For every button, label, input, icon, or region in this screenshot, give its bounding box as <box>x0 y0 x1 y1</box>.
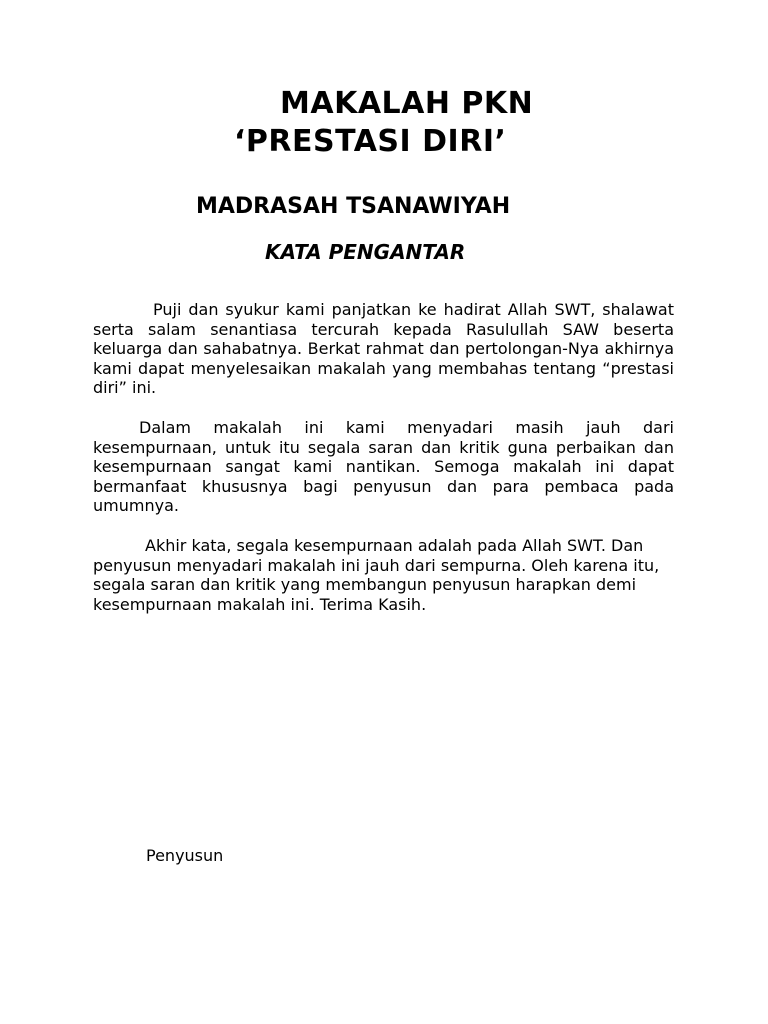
paragraph-2: Dalam makalah ini kami menyadari masih jauh dari kesempurnaan, untuk itu segala saran dan kritik guna perbaikan dan kesempurnaan sangat kami nantikan. Semoga makalah ini dapat bermanfaat khususnya bagi penyusun dan para pembaca pada umumnya. <box>93 418 674 516</box>
paragraph-3: Akhir kata, segala kesempurnaan adalah pada Allah SWT. Dan penyusun menyadari makalah ini jauh dari sempurna. Oleh karena itu, segala saran dan kritik yang membangun penyusun harapkan demi kesempurnaan makalah ini. Terima Kasih. <box>93 536 660 614</box>
document-title: MAKALAH PKN <box>280 86 534 121</box>
paragraph-1: Puji dan syukur kami panjatkan ke hadirat Allah SWT, shalawat serta salam senantiasa tercurah kepada Rasulullah SAW beserta keluarga dan sahabatnya. Berkat rahmat dan pertolongan-Nya akhirnya kami dapat menyelesaikan makalah yang membahas tentang “prestasi diri” ini. <box>93 300 674 398</box>
document-subtitle: ‘PRESTASI DIRI’ <box>234 124 507 159</box>
school-name: MADRASAH TSANAWIYAH <box>196 194 511 219</box>
signature: Penyusun <box>146 846 224 865</box>
section-heading: KATA PENGANTAR <box>265 240 466 264</box>
